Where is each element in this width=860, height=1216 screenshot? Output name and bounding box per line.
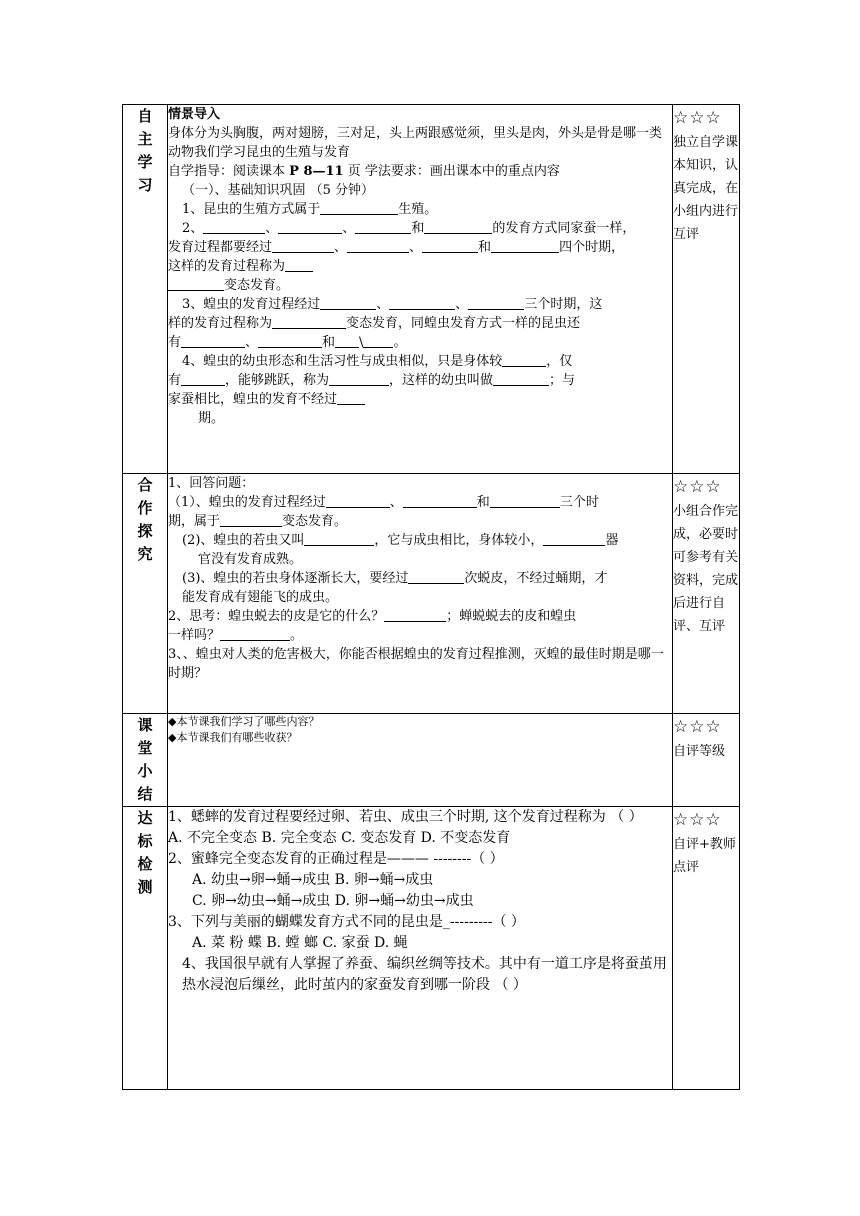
star-rating-icon: ☆☆☆ <box>673 477 722 497</box>
ketang-note: 自评等级 <box>673 744 726 759</box>
question-4: 4、蝗虫的幼虫形态和生活习性与成虫相似，只是身体较 ，仅 <box>182 354 573 369</box>
hezuo-q2-cont: 官没有发育成熟。 <box>198 552 303 567</box>
test-q2-options-ab: A. 幼虫→卵→蛹→成虫 B. 卵→蛹→成虫 <box>192 872 434 888</box>
hezuo-content <box>168 474 673 714</box>
heading-intro: 情景导入 <box>168 107 221 122</box>
question-3-cont: 样的发育过程称为 变态发育，同蝗虫发育方式一样的昆虫还 <box>168 316 581 331</box>
question-3: 3、蝗虫的发育过程经过 、 、 三个时期，这 <box>182 297 603 312</box>
section-label-zizhu: 自主学习 <box>137 107 153 194</box>
question-2-cont3: 变态发育。 <box>168 276 672 295</box>
hezuo-note: 小组合作完成，必要时可参考有关资料，完成后进行自评、互评 <box>673 504 739 634</box>
question-2-cont: 发育过程都要经过 、 、 和 四个时期， <box>168 240 625 255</box>
hezuo-think: 2、思考：蝗虫蜕去的皮是它的什么？ ；蝉蜕蜕去的皮和蝗虫 <box>168 609 577 624</box>
test-q2: 2、蜜蜂完全变态发育的正确过程是——— --------（ ） <box>168 851 504 867</box>
test-q3: 3、下列与美丽的蝴蝶发育方式不同的昆虫是_---------（ ） <box>168 914 525 930</box>
worksheet-table <box>122 104 740 1090</box>
star-rating-icon: ☆☆☆ <box>673 810 722 830</box>
question-2: 2、 、 、 和 的发育方式同家蚕一样， <box>182 221 636 236</box>
hezuo-q3-cont: 能发育成有翅能飞的成虫。 <box>182 590 339 605</box>
row-zizhu <box>123 105 740 474</box>
ketang-content <box>168 714 673 807</box>
test-q1: 1、蟋蟀的发育过程要经过卵、若虫、成虫三个时期, 这个发育过程称为 （ ） <box>168 809 643 825</box>
hezuo-q2: (2)、蝗虫的若虫又叫 ，它与成虫相比，身体较小， 器 <box>182 533 619 548</box>
question-4-cont: 有 ，能够跳跃，称为 ，这样的幼虫叫做 ；与 <box>168 373 576 388</box>
section-label-hezuo: 合作探究 <box>137 476 153 563</box>
row-ketang <box>123 714 740 807</box>
hezuo-side <box>673 474 740 714</box>
hezuo-think-cont: 一样吗？ 。 <box>168 628 304 643</box>
hezuo-q-locust: 3、、蝗虫对人类的危害极大，你能否根据蝗虫的发育过程推测，灭蝗的最佳时期是哪一时期？ <box>168 647 664 681</box>
hezuo-q1: （1）、蝗虫的发育过程经过 、 和 三个时 <box>168 495 599 510</box>
hezuo-q1-cont: 期，属于 变态发育。 <box>168 514 348 529</box>
hezuo-title: 1、回答问题： <box>168 476 255 491</box>
sub-heading: （一）、基础知识巩固 （5 分钟） <box>182 183 375 198</box>
dabiao-content <box>168 807 673 1090</box>
test-q1-options: A. 不完全变态 B. 完全变态 C. 变态发育 D. 不变态发育 <box>168 830 511 846</box>
guide-line: 自学指导：阅读课本 P 8—11 页 学法要求：画出课本中的重点内容 <box>168 164 560 179</box>
section-label-ketang: 课堂小结 <box>137 716 153 803</box>
question-3-cont2: 有 、 和 \ 。 <box>168 335 407 350</box>
test-q4: 4、我国很早就有人掌握了养蚕、编织丝绸等技术。其中有一道工序是将蚕茧用热水浸泡后缫丝，此时茧内的家蚕发育到哪一阶段 （ ） <box>182 956 667 993</box>
question-2-cont2: 这样的发育过程称为 <box>168 257 672 276</box>
zizhu-note: 独立自学课本知识，认真完成，在小组内进行互评 <box>673 135 739 242</box>
question-1: 1、昆虫的生殖方式属于 生殖。 <box>182 202 438 217</box>
star-rating-icon: ☆☆☆ <box>673 108 722 128</box>
ketang-side <box>673 714 740 807</box>
test-q3-options: A. 菜 粉 蝶 B. 螳 螂 C. 家蚕 D. 蝇 <box>192 935 408 951</box>
test-q2-options-cd: C. 卵→幼虫→蛹→成虫 D. 卵→蛹→幼虫→成虫 <box>192 893 474 909</box>
question-4-cont3: 期。 <box>198 411 225 426</box>
dabiao-side <box>673 807 740 1090</box>
summary-bullet-1: ◆本节课我们学习了哪些内容？ <box>168 715 320 728</box>
star-rating-icon: ☆☆☆ <box>673 717 722 737</box>
row-hezuo <box>123 474 740 714</box>
section-label-dabiao: 达标检测 <box>137 809 153 896</box>
question-4-cont2: 家蚕相比，蝗虫的发育不经过 <box>168 390 672 409</box>
dabiao-note: 自评+教师点评 <box>673 837 736 875</box>
hezuo-q3: (3)、蝗虫的若虫身体逐渐长大，要经过 次蜕皮，不经过蛹期，才 <box>182 571 608 586</box>
summary-bullet-2: ◆本节课我们有哪些收获？ <box>168 731 298 744</box>
zizhu-side <box>673 105 740 474</box>
intro-text: 身体分为头胸腹，两对翅膀，三对足，头上两跟感觉须，里头是肉，外头是骨是哪一类动物我们学习昆虫的生殖与发育 <box>168 126 663 160</box>
zizhu-content <box>168 105 673 474</box>
row-dabiao <box>123 807 740 1090</box>
